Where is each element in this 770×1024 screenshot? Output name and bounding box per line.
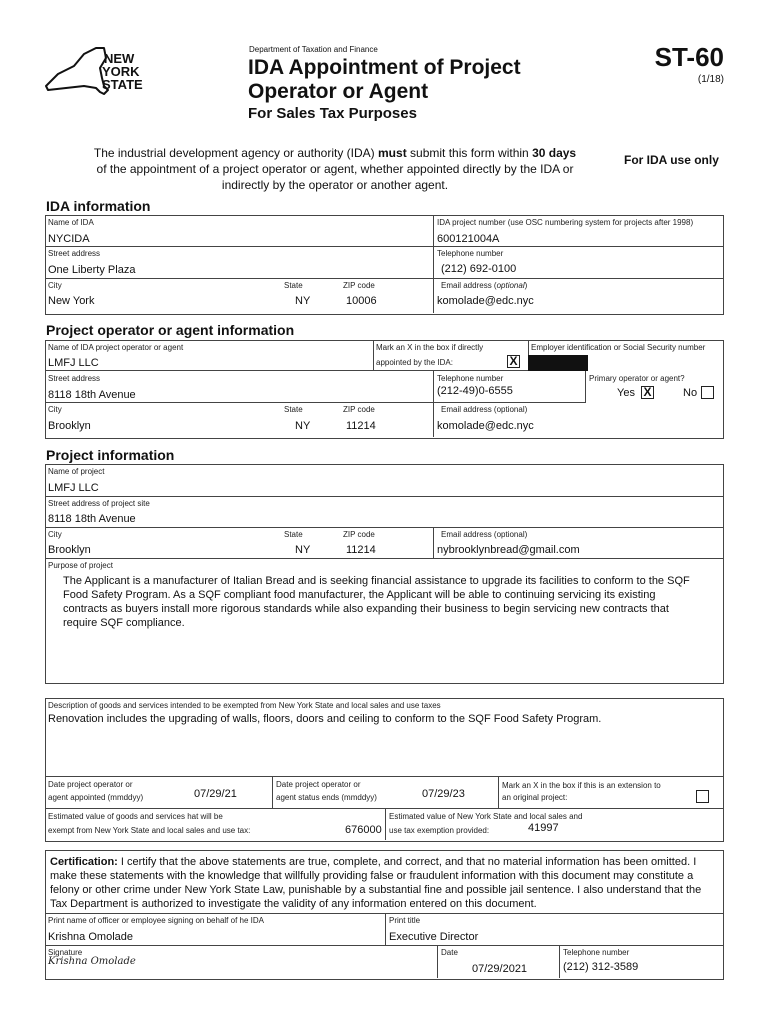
project-city-field[interactable]: Brooklyn <box>48 544 91 556</box>
cert-phone-field[interactable]: (212) 312-3589 <box>563 961 639 973</box>
ida-name-label: Name of IDA <box>48 218 94 227</box>
cert-date-field[interactable]: 07/29/2021 <box>472 963 528 975</box>
intro-days: 30 days <box>532 146 577 160</box>
ida-street-field[interactable]: One Liberty Plaza <box>48 264 136 276</box>
operator-state-label: State <box>284 405 303 414</box>
operator-city-label: City <box>48 405 62 414</box>
primary-no-label: No <box>683 387 698 399</box>
ida-city-label: City <box>48 281 62 290</box>
operator-zip-label: ZIP code <box>343 405 375 414</box>
ein-label: Employer identification or Social Security number <box>531 343 706 352</box>
ida-name-field[interactable]: NYCIDA <box>48 233 90 245</box>
operator-state-field[interactable]: NY <box>295 420 311 432</box>
date-ends-field[interactable]: 07/29/23 <box>422 788 465 800</box>
ida-state-field[interactable]: NY <box>295 295 311 307</box>
ida-project-number-label: IDA project number (use OSC numbering system for projects after 1998) <box>437 218 694 227</box>
project-info-title: Project information <box>46 447 175 463</box>
form-title-line2: Operator or Agent <box>248 80 429 103</box>
date-ends-label-line2: agent status ends (mmddyy) <box>276 793 377 802</box>
certification-line2: make these statements with the knowledge that willfully providing false or fraudulent information with this document may constitute a <box>50 870 694 882</box>
print-name-label: Print name of officer or employee signing on behalf of he IDA <box>48 916 264 925</box>
intro-line3: indirectly by the operator or another agent. <box>221 178 449 192</box>
extension-label-line1: Mark an X in the box if this is an extension to <box>502 781 661 790</box>
operator-name-field[interactable]: LMFJ LLC <box>48 357 99 369</box>
form-revision: (1/18) <box>697 74 724 85</box>
operator-info-title: Project operator or agent information <box>46 322 295 338</box>
ida-zip-label: ZIP code <box>343 281 375 290</box>
operator-phone-label: Telephone number <box>437 374 504 383</box>
intro-part2: submit this form within <box>406 146 533 160</box>
project-street-field[interactable]: 8118 18th Avenue <box>48 513 136 525</box>
goods-description-field[interactable]: Renovation includes the upgrading of walls, floors, doors and ceiling to conform to the SQF Food Safety Program. <box>48 713 602 725</box>
intro-line2: of the appointment of a project operator or agent, whether appointed directly by the IDA or <box>96 162 574 176</box>
est-goods-label-line2: exempt from New York State and local sales and use tax: <box>48 826 251 835</box>
est-tax-label-line2: use tax exemption provided: <box>389 826 490 835</box>
department-name: Department of Taxation and Finance <box>249 45 378 54</box>
date-appointed-label-line1: Date project operator or <box>48 780 133 789</box>
est-tax-field[interactable]: 41997 <box>528 822 559 834</box>
purpose-line2: Food Safety Program. As a SQF compliant food manufacturer, the Applicant will be able to continuing servicing its existing <box>63 589 656 601</box>
purpose-label: Purpose of project <box>48 561 113 570</box>
operator-zip-field[interactable]: 11214 <box>346 420 376 432</box>
ida-city-field[interactable]: New York <box>48 295 95 307</box>
primary-operator-label: Primary operator or agent? <box>589 374 685 383</box>
print-title-field[interactable]: Executive Director <box>389 931 479 943</box>
date-appointed-field[interactable]: 07/29/21 <box>194 788 237 800</box>
print-name-field[interactable]: Krishna Omolade <box>48 931 133 943</box>
primary-yes-label: Yes <box>617 387 635 399</box>
project-zip-label: ZIP code <box>343 530 375 539</box>
certification-line4: Tax Department is authorized to investigate the validity of any information entered on this document. <box>50 898 537 910</box>
nys-logo <box>44 44 156 100</box>
signature-field[interactable]: Krishna Omolade <box>48 956 136 967</box>
project-name-field[interactable]: LMFJ LLC <box>48 482 99 494</box>
intro-must: must <box>378 146 407 160</box>
purpose-field[interactable] <box>63 574 718 630</box>
goods-description-label: Description of goods and services intended to be exempted from New York State and local sales and use taxes <box>48 701 441 710</box>
operator-email-field[interactable]: komolade@edc.nyc <box>437 420 534 432</box>
est-tax-label-line1: Estimated value of New York State and local sales and <box>389 812 583 821</box>
purpose-line4: require SQF compliance. <box>63 617 185 629</box>
date-ends-label-line1: Date project operator or <box>276 780 361 789</box>
direct-appointed-label-line1: Mark an X in the box if directly <box>376 343 484 352</box>
est-goods-label-line1: Estimated value of goods and services hat will be <box>48 812 223 821</box>
certification-line3: felony or other crime under New York State Law, punishable by a substantial fine and possible jail sentence. I also understand that the <box>50 884 702 896</box>
purpose-line3: contracts as buyers install more rigorous standards while also expanding their business to begin servicing new contracts that <box>63 603 669 615</box>
project-state-field[interactable]: NY <box>295 544 311 556</box>
project-email-label: Email address (optional) <box>441 530 528 539</box>
signature-label: Signature <box>48 948 83 957</box>
date-appointed-label-line2: agent appointed (mmddyy) <box>48 793 144 802</box>
project-city-label: City <box>48 530 62 539</box>
certification-statement <box>50 855 720 911</box>
operator-email-label: Email address (optional) <box>441 405 528 414</box>
operator-street-field[interactable]: 8118 18th Avenue <box>48 389 136 401</box>
ida-phone-field[interactable]: (212) 692-0100 <box>441 263 517 275</box>
operator-street-label: Street address <box>48 374 101 383</box>
project-zip-field[interactable]: 11214 <box>346 544 376 556</box>
intro-text <box>60 145 610 193</box>
project-street-label: Street address of project site <box>48 499 150 508</box>
form-title-line1: IDA Appointment of Project <box>248 56 521 79</box>
ida-use-only: For IDA use only <box>624 153 719 167</box>
operator-phone-field[interactable]: (212-49)0-6555 <box>437 385 513 397</box>
logo-text-new: NEW <box>104 51 135 66</box>
primary-yes-checkbox[interactable]: X <box>641 386 654 399</box>
cert-phone-label: Telephone number <box>563 948 630 957</box>
extension-checkbox[interactable] <box>696 790 709 803</box>
ida-email-label: Email address (optional) <box>441 281 528 290</box>
project-name-label: Name of project <box>48 467 105 476</box>
ida-zip-field[interactable]: 10006 <box>346 295 377 307</box>
ida-project-number-field[interactable]: 600121004A <box>437 233 500 245</box>
direct-appointed-checkbox[interactable]: X <box>507 355 520 368</box>
operator-name-label: Name of IDA project operator or agent <box>48 343 184 352</box>
ida-info-box <box>45 215 724 315</box>
project-email-field[interactable]: nybrooklynbread@gmail.com <box>437 544 580 556</box>
form-number: ST-60 <box>654 42 724 72</box>
primary-no-checkbox[interactable] <box>701 386 714 399</box>
print-title-label: Print title <box>389 916 421 925</box>
ida-info-title: IDA information <box>46 198 151 214</box>
ida-street-label: Street address <box>48 249 101 258</box>
form-subtitle: For Sales Tax Purposes <box>248 105 417 122</box>
ida-email-field[interactable]: komolade@edc.nyc <box>437 295 534 307</box>
intro-part1: The industrial development agency or authority (IDA) <box>93 146 379 160</box>
project-state-label: State <box>284 530 303 539</box>
extension-label-line2: an original project: <box>502 793 568 802</box>
ida-phone-label: Telephone number <box>437 249 504 258</box>
direct-appointed-label-line2: appointed by the IDA: <box>376 358 453 367</box>
logo-text-york: YORK <box>102 64 140 79</box>
cert-date-label: Date <box>441 948 458 957</box>
certification-heading: Certification: <box>50 856 118 868</box>
ida-state-label: State <box>284 281 303 290</box>
est-goods-field[interactable]: 676000 <box>345 824 382 836</box>
certification-line1: I certify that the above statements are true, complete, and correct, and that no material information has been omitted. I <box>117 856 697 868</box>
logo-text-state: STATE <box>102 77 143 92</box>
ein-field-redacted[interactable] <box>528 355 588 371</box>
purpose-line1: The Applicant is a manufacturer of Italian Bread and is seeking financial assistance to upgrade its facilities to conform to the SQF <box>63 575 690 587</box>
operator-city-field[interactable]: Brooklyn <box>48 420 91 432</box>
